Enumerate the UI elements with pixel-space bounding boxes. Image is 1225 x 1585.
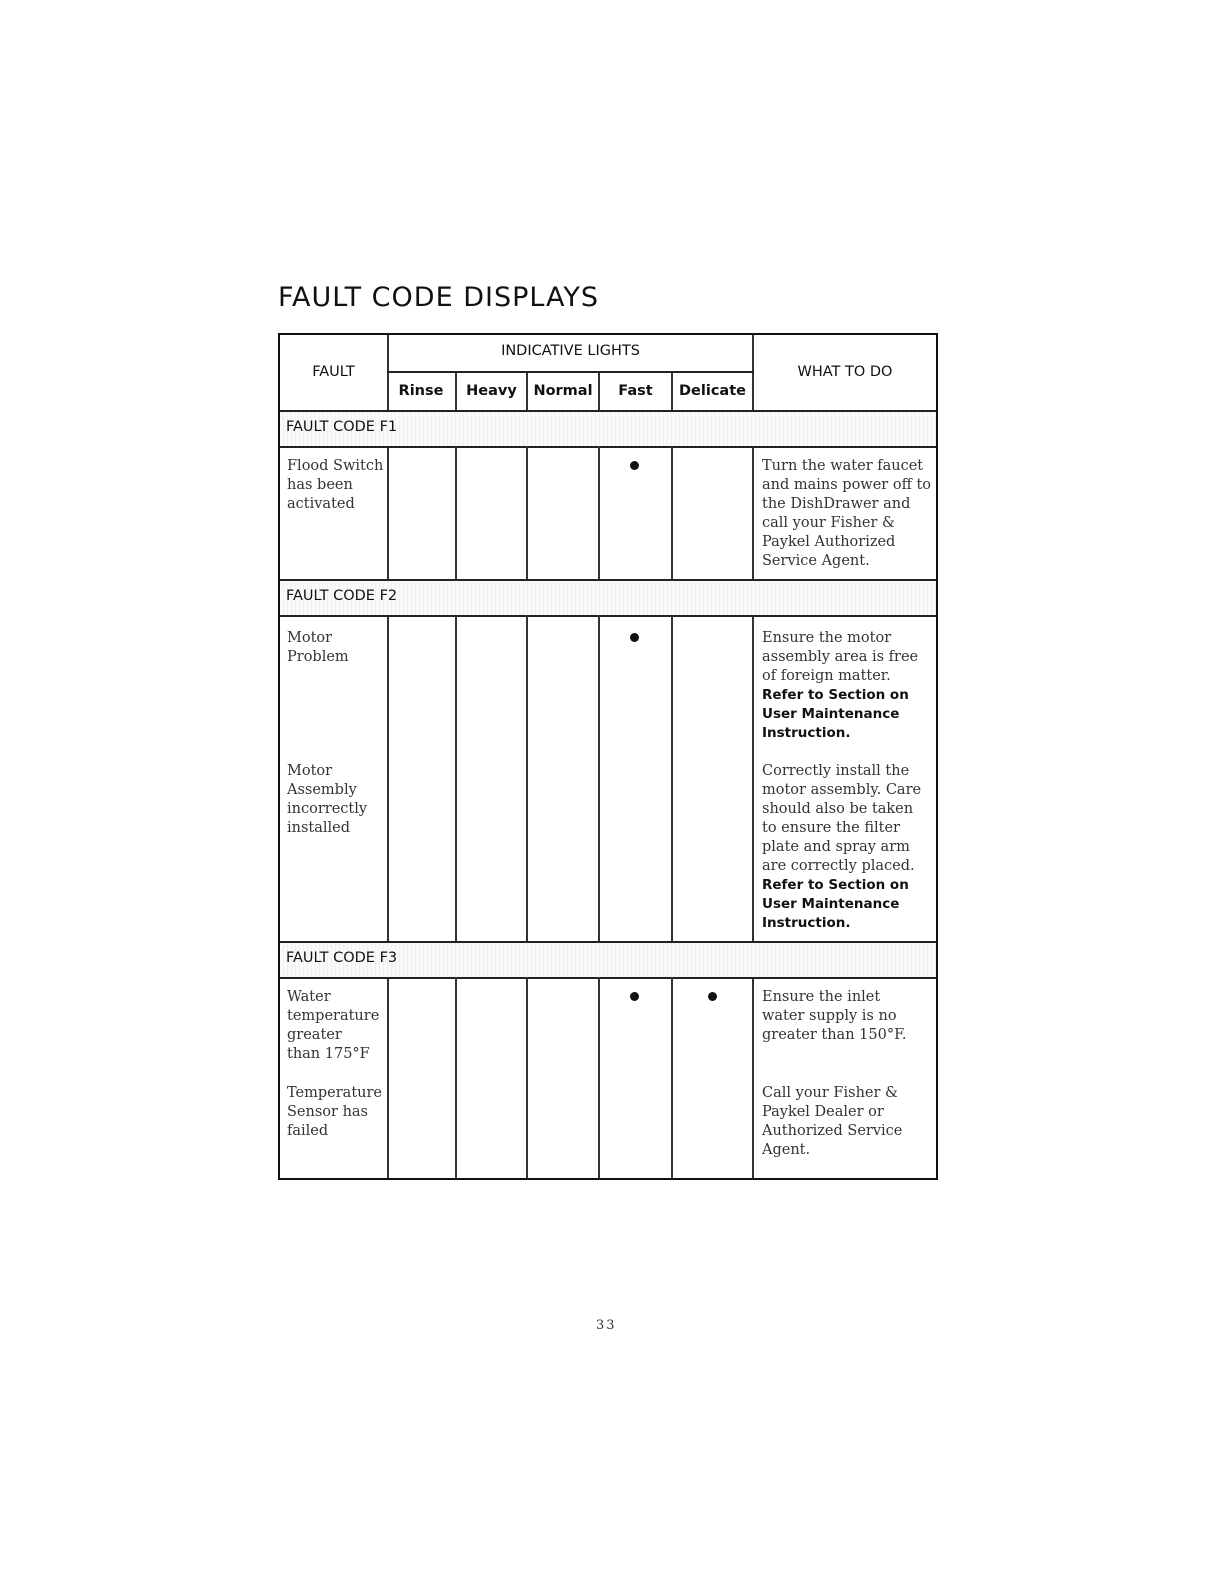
column-divider: [752, 335, 754, 1178]
action-text: [762, 762, 932, 933]
action-text: Ensure the inlet water supply is no greater than 150°F.: [762, 989, 907, 1043]
column-divider: [671, 446, 673, 579]
column-divider: [671, 615, 673, 941]
header-indicative-lights: INDICATIVE LIGHTS: [501, 343, 640, 359]
fault-description: Flood Switch has been activated: [287, 458, 384, 512]
column-divider: [526, 977, 528, 1178]
section-rule: [280, 977, 936, 979]
column-divider: [455, 615, 457, 941]
indicator-dot-fast: [630, 461, 639, 470]
section-header-f2: [280, 581, 936, 615]
column-divider: [671, 977, 673, 1178]
action-plain-text: Ensure the motor assembly area is free of foreign matter.: [762, 630, 919, 684]
header-light-rinse: Rinse: [398, 383, 444, 399]
header-divider: [387, 371, 754, 373]
header-light-delicate: Delicate: [679, 383, 746, 399]
fault-code-table: [278, 333, 938, 1180]
header-fault: FAULT: [312, 364, 355, 380]
fault-description: Motor Assembly incorrectly installed: [287, 763, 368, 836]
section-header-f1: [280, 412, 936, 446]
action-bold-reference: Refer to Section on User Maintenance Instruction.: [762, 877, 909, 931]
section-rule: [280, 615, 936, 617]
column-divider: [455, 977, 457, 1178]
indicator-dot-delicate: [708, 992, 717, 1001]
section-label: FAULT CODE F1: [286, 419, 398, 435]
page-title: FAULT CODE DISPLAYS: [278, 282, 600, 313]
header-light-heavy: Heavy: [466, 383, 517, 399]
section-rule: [280, 446, 936, 448]
header-light-normal: Normal: [533, 383, 593, 399]
action-bold-reference: Refer to Section on User Maintenance Instruction.: [762, 687, 909, 741]
action-text: [762, 629, 932, 743]
section-label: FAULT CODE F3: [286, 950, 398, 966]
fault-description: Motor Problem: [287, 630, 349, 665]
fault-description: Water temperature greater than 175°F: [287, 989, 380, 1062]
section-header-f3: [280, 943, 936, 977]
column-divider: [598, 446, 600, 579]
indicator-dot-fast: [630, 992, 639, 1001]
header-what-to-do: WHAT TO DO: [797, 364, 893, 380]
column-divider: [598, 615, 600, 941]
column-divider: [455, 446, 457, 579]
column-divider: [526, 615, 528, 941]
column-divider: [387, 335, 389, 1178]
section-label: FAULT CODE F2: [286, 588, 398, 604]
column-divider: [598, 977, 600, 1178]
fault-description: Temperature Sensor has failed: [287, 1085, 382, 1139]
action-text: Call your Fisher & Paykel Dealer or Authorized Service Agent.: [762, 1085, 903, 1158]
column-divider: [526, 446, 528, 579]
page-number: 33: [596, 1318, 617, 1333]
header-light-fast: Fast: [618, 383, 653, 399]
indicator-dot-fast: [630, 633, 639, 642]
action-text: Turn the water faucet and mains power off to the DishDrawer and call your Fisher & Paykel Authorized Service Agent.: [762, 458, 932, 569]
action-plain-text: Correctly install the motor assembly. Care should also be taken to ensure the filter plate and spray arm are correctly placed.: [762, 763, 922, 874]
